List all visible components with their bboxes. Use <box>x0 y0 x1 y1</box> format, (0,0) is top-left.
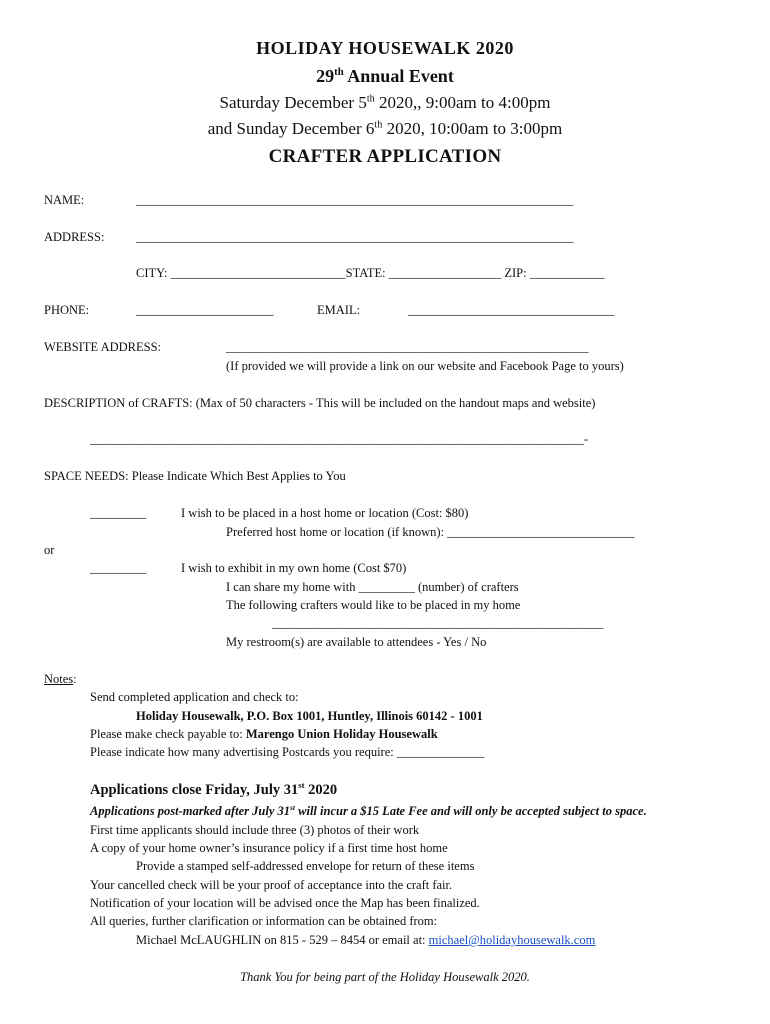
thank-you-note: Thank You for being part of the Holiday Housewalk 2020. <box>240 970 530 984</box>
own-home-option-blank[interactable]: _________ <box>90 561 147 575</box>
address-field[interactable]: ______________________________________________________________________ <box>136 230 574 244</box>
space-needs-heading: SPACE NEEDS: Please Indicate Which Best Applies to You <box>44 469 346 483</box>
payable-line <box>90 727 438 742</box>
payee-name: Marengo Union Holiday Housewalk <box>245 727 438 741</box>
notes-label: Notes <box>44 672 74 686</box>
notes-heading <box>44 672 77 687</box>
late-fee-text: will incur a $15 Late Fee and will only be accepted subject to space. <box>298 804 647 818</box>
name-label: NAME: <box>44 193 85 207</box>
applications-close-heading <box>90 782 337 799</box>
location-notification: Notification of your location will be advised once the Map has been finalized. <box>90 896 480 910</box>
phone-field[interactable]: ______________________ <box>136 303 274 317</box>
address-label: ADDRESS: <box>44 230 105 244</box>
saturday-date: Saturday December 5 <box>219 93 367 112</box>
queries-note: All queries, further clarification or information can be obtained from: <box>90 914 438 928</box>
or-separator: or <box>44 543 55 557</box>
following-crafters-field[interactable]: _____________________________________________________ <box>272 616 604 630</box>
event-label: Annual Event <box>347 66 454 86</box>
email-field[interactable]: _________________________________ <box>408 303 615 317</box>
host-home-option-text: I wish to be placed in a host home or location (Cost: $80) <box>181 506 469 520</box>
late-fee-notice <box>90 804 647 819</box>
preferred-host-field[interactable]: Preferred host home or location (if known): ______________________________ <box>226 525 635 539</box>
postcards-field[interactable]: Please indicate how many advertising Postcards you require: ______________ <box>90 745 485 759</box>
payable-label: Please make check payable to: <box>90 727 243 741</box>
late-fee-date: Applications post-marked after July 31 <box>90 804 290 818</box>
own-home-option-text: I wish to exhibit in my own home (Cost $70) <box>181 561 407 575</box>
name-field[interactable]: ______________________________________________________________________ <box>136 193 574 207</box>
form-title: CRAFTER APPLICATION <box>268 146 502 167</box>
saturday-time: 2020,, 9:00am to 4:00pm <box>379 93 551 112</box>
insurance-requirement: A copy of your home owner’s insurance policy if a first time host home <box>90 841 448 855</box>
sunday-hours <box>0 119 770 139</box>
event-number-value: 29 <box>316 66 335 86</box>
saturday-hours <box>0 93 770 113</box>
phone-label: PHONE: <box>44 303 90 317</box>
close-year: 2020 <box>308 782 338 798</box>
website-field[interactable]: __________________________________________________________ <box>226 340 589 354</box>
website-label: WEBSITE ADDRESS: <box>44 340 162 354</box>
late-fee-suffix: st <box>290 802 296 812</box>
close-date-suffix: st <box>298 780 305 791</box>
restroom-availability[interactable]: My restroom(s) are available to attendees - Yes / No <box>226 635 487 649</box>
sunday-suffix: th <box>374 119 383 131</box>
close-date: Applications close Friday, July 31 <box>90 782 299 798</box>
share-home-field[interactable]: I can share my home with _________ (number) of crafters <box>226 580 519 594</box>
description-field[interactable]: _______________________________________________________________________________- <box>90 432 588 446</box>
event-number-suffix: th <box>334 66 344 78</box>
contact-text: Michael McLAUGHLIN on 815 - 529 – 8454 or email at: <box>136 933 426 947</box>
send-instructions: Send completed application and check to: <box>90 690 299 704</box>
contact-line <box>136 933 595 948</box>
host-home-option-blank[interactable]: _________ <box>90 506 147 520</box>
mailing-address: Holiday Housewalk, P.O. Box 1001, Huntley, Illinois 60142 - 1001 <box>136 709 483 723</box>
sunday-date: and Sunday December 6 <box>207 119 375 138</box>
city-state-zip-fields[interactable]: CITY: ____________________________STATE: __________________ ZIP: ____________ <box>136 266 605 280</box>
event-number <box>0 66 770 87</box>
cancelled-check-note: Your cancelled check will be your proof of acceptance into the craft fair. <box>90 878 453 892</box>
saturday-suffix: th <box>366 93 375 105</box>
envelope-requirement: Provide a stamped self-addressed envelope for return of these items <box>136 859 475 873</box>
photos-requirement: First time applicants should include three (3) photos of their work <box>90 823 420 837</box>
description-label: DESCRIPTION of CRAFTS: (Max of 50 characters - This will be included on the handout maps and website) <box>44 396 596 410</box>
page-title: HOLIDAY HOUSEWALK 2020 <box>256 38 514 58</box>
notes-colon: : <box>73 672 77 686</box>
following-crafters-label: The following crafters would like to be placed in my home <box>226 598 521 612</box>
email-link[interactable]: michael@holidayhousewalk.com <box>428 933 596 947</box>
email-label: EMAIL: <box>317 303 361 317</box>
website-note: (If provided we will provide a link on our website and Facebook Page to yours) <box>226 359 624 373</box>
sunday-time: 2020, 10:00am to 3:00pm <box>386 119 563 138</box>
